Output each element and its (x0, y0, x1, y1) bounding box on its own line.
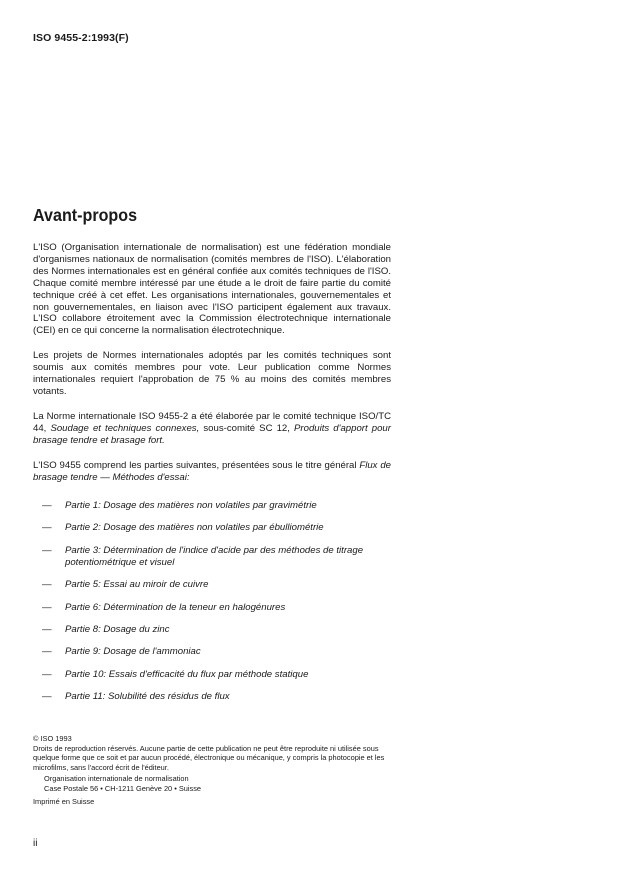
part-title: Partie 3: Détermination de l'indice d'acide par des méthodes de titrage potentiométrique et visuel (65, 544, 364, 568)
list-item (33, 602, 391, 614)
list-item (33, 579, 391, 591)
list-item (33, 624, 391, 636)
part-title: Partie 1: Dosage des matières non volatiles par gravimétrie (65, 500, 317, 511)
dash-bullet: — (42, 500, 52, 511)
part-title: Partie 6: Détermination de la teneur en halogénures (65, 601, 286, 613)
paragraph-parts-intro (33, 460, 391, 484)
paragraph-approval: Les projets de Normes internationales adoptés par les comités techniques sont soumis aux comités membres pour vote. Leur publication comme Normes internationales requiert l'approbation de 75 % au moins des comités membres votants. (33, 350, 391, 397)
copyright-line: © ISO 1993 (33, 734, 72, 743)
list-item (33, 545, 391, 569)
list-item (33, 691, 391, 703)
part-title: Partie 10: Essais d'efficacité du flux par méthode statique (65, 668, 309, 680)
part-title: Partie 9: Dosage de l'ammoniac (65, 646, 201, 658)
part-title: Partie 5: Essai au miroir de cuivre (65, 579, 209, 591)
general-title: Flux de brasage tendre — Méthodes d'essai: (33, 459, 391, 483)
dash-bullet: — (42, 544, 52, 556)
section-title: Avant-propos (33, 205, 138, 225)
list-item (33, 669, 391, 681)
dash-bullet: — (42, 646, 52, 658)
dash-bullet: — (42, 601, 52, 613)
page-number: ii (33, 838, 38, 849)
text: La Norme internationale ISO 9455-2 a été élaborée par le comité technique ISO/TC 44, (33, 410, 391, 434)
list-item (33, 646, 391, 658)
paragraph-committee (33, 411, 391, 447)
dash-bullet: — (42, 668, 52, 680)
rights-notice: Droits de reproduction réservés. Aucune partie de cette publication ne peut être reproduite ni utilisée sous quelque forme que ce soit et par aucun procédé, électronique ou mécanique, y compris la photocopie et les microfilms, sans l'accord écrit de l'éditeur. (33, 743, 385, 772)
organization-address: Case Postale 56 • CH-1211 Genève 20 • Suisse (44, 783, 202, 793)
printed-in: Imprimé en Suisse (33, 796, 95, 806)
dash-bullet: — (42, 522, 52, 534)
paragraph-iso-intro: L'ISO (Organisation internationale de normalisation) est une fédération mondiale d'organismes nationaux de normalisation (comités membres de l'ISO). L'élaboration des Normes internationales est en général confiée aux comités techniques de l'ISO. Chaque comité membre intéressé par une étude a le droit de faire partie du comité technique créé à cet effet. Les organisations internationales, gouvernementales et non gouvernementales, en liaison avec l'ISO participent également aux travaux. L'ISO collabore étroitement avec la Commission électrotechnique internationale (CEI) en ce qui concerne la normalisation électrotechnique. (33, 242, 391, 337)
list-item (33, 500, 391, 512)
part-title: Partie 8: Dosage du zinc (65, 623, 170, 635)
organization-name: Organisation internationale de normalisation (44, 774, 189, 784)
foreword-body (33, 242, 391, 496)
list-item (33, 522, 391, 534)
dash-bullet: — (42, 579, 52, 591)
parts-list (33, 500, 391, 714)
dash-bullet: — (42, 623, 52, 635)
committee-name: Soudage et techniques connexes, (50, 422, 200, 434)
part-title: Partie 2: Dosage des matières non volatiles par ébulliométrie (65, 522, 324, 534)
copyright-block (33, 734, 393, 806)
part-title: Partie 11: Solubilité des résidus de flux (65, 691, 230, 703)
subcommittee-name: Produits d'apport pour brasage tendre et brasage fort. (33, 422, 391, 446)
dash-bullet: — (42, 691, 52, 703)
text: L'ISO 9455 comprend les parties suivantes, présentées sous le titre général (33, 459, 360, 471)
document-id-header: ISO 9455-2:1993(F) (33, 32, 129, 44)
text: sous-comité SC 12, (199, 422, 295, 434)
